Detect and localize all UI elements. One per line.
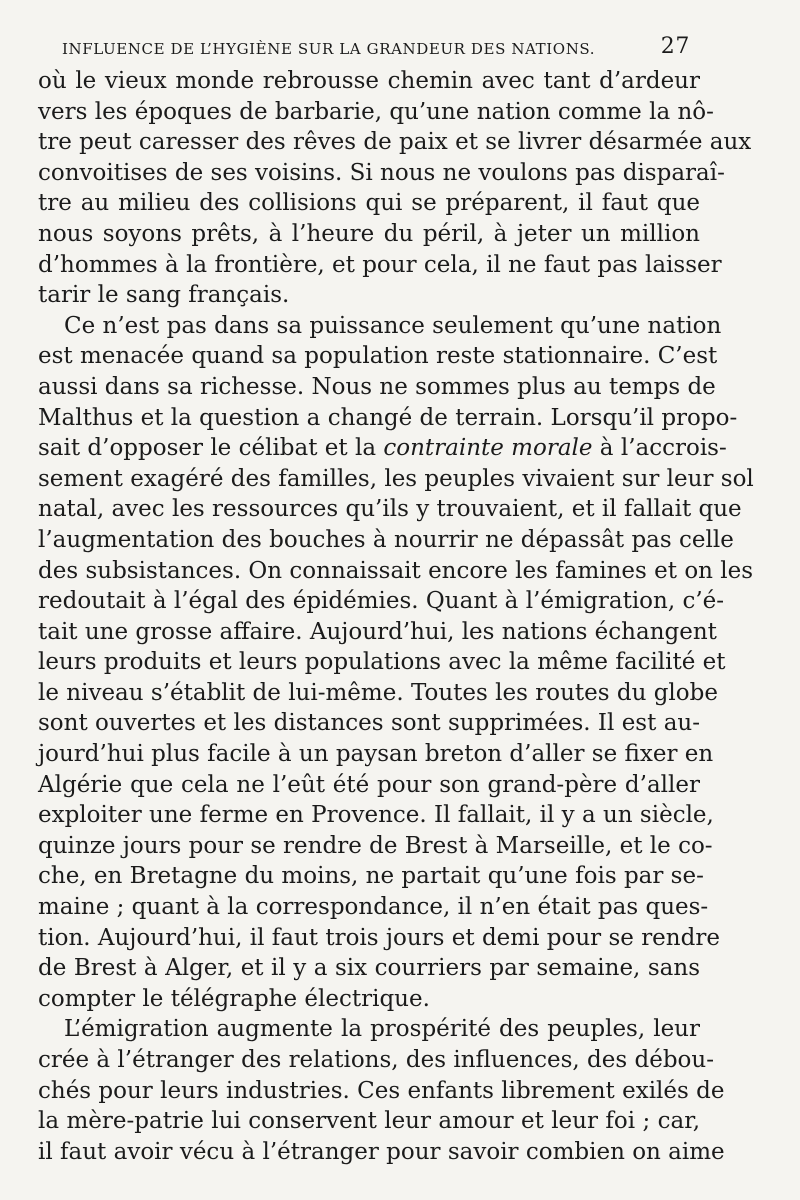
text-line-4: convoitises de ses voisins. Si nous ne voulons pas disparaî- <box>38 159 725 186</box>
text-line-8: tarir le sang français. <box>38 282 290 309</box>
text-line-33: crée à l’étranger des relations, des influences, des débou- <box>38 1047 714 1073</box>
running-title: INFLUENCE DE L’HYGIÈNE SUR LA GRANDEUR DES NATIONS. <box>62 40 596 58</box>
text-line-30: de Brest à Alger, et il y a six courriers par semaine, sans <box>38 955 700 982</box>
text-line-2: vers les époques de barbarie, qu’une nation comme la nô- <box>38 98 714 125</box>
italic-phrase: contrainte morale <box>383 435 593 462</box>
text-line-19: tait une grosse affaire. Aujourd’hui, les nations échangent <box>38 618 717 645</box>
text-line-12: Malthus et la question a changé de terrain. Lorsqu’il propo- <box>38 404 738 431</box>
text-line-1: où le vieux monde rebrousse chemin avec tant d’ardeur <box>38 68 700 94</box>
text-line-7: d’hommes à la frontière, et pour cela, il ne faut pas laisser <box>38 251 722 278</box>
text-line-23: jourd’hui plus facile à un paysan breton d’aller se fixer en <box>38 741 714 768</box>
text-line-17: des subsistances. On connaissait encore les famines et on les <box>38 557 754 584</box>
text-line-31: compter le télégraphe électrique. <box>38 985 430 1012</box>
text-line-10: est menacée quand sa population reste stationnaire. C’est <box>38 343 718 370</box>
text-line-3: tre peut caresser des rêves de paix et se livrer désarmée aux <box>38 129 752 156</box>
text-line-36: il faut avoir vécu à l’étranger pour savoir combien on aime <box>38 1138 725 1165</box>
text-line-13-before: sait d’opposer le célibat et la <box>38 435 384 462</box>
text-line-13 <box>38 433 727 464</box>
text-line-29: tion. Aujourd’hui, il faut trois jours et demi pour se rendre <box>38 924 720 951</box>
text-line-14: sement exagéré des familles, les peuples vivaient sur leur sol <box>38 465 754 492</box>
text-line-15: natal, avec les ressources qu’ils y trouvaient, et il fallait que <box>38 496 742 523</box>
text-line-9: Ce n’est pas dans sa puissance seulement qu’une nation <box>64 312 722 339</box>
body-text <box>38 66 754 1167</box>
text-line-27: che, en Bretagne du moins, ne partait qu’une fois par se- <box>38 863 704 890</box>
text-line-26: quinze jours pour se rendre de Brest à Marseille, et le co- <box>38 832 713 859</box>
text-line-20: leurs produits et leurs populations avec la même facilité et <box>38 649 726 676</box>
text-line-24: Algérie que cela ne l’eût été pour son grand-père d’aller <box>38 771 700 798</box>
text-line-25: exploiter une ferme en Provence. Il fallait, il y a un siècle, <box>38 802 714 829</box>
text-line-18: redoutait à l’égal des épidémies. Quant à l’émigration, c’é- <box>38 588 725 615</box>
text-line-28: maine ; quant à la correspondance, il n’en était pas ques- <box>38 894 709 921</box>
running-head <box>62 34 690 64</box>
text-line-6: nous soyons prêts, à l’heure du péril, à jeter un million <box>38 220 700 247</box>
text-line-13-after: à l’accrois- <box>592 435 727 462</box>
page-number: 27 <box>660 34 690 59</box>
text-line-21: le niveau s’établit de lui-même. Toutes les routes du globe <box>38 679 718 706</box>
text-line-11: aussi dans sa richesse. Nous ne sommes plus au temps de <box>38 373 716 400</box>
text-line-16: l’augmentation des bouches à nourrir ne dépassât pas celle <box>38 526 734 553</box>
text-line-34: chés pour leurs industries. Ces enfants librement exilés de <box>38 1077 725 1104</box>
text-line-32: L’émigration augmente la prospérité des peuples, leur <box>64 1016 700 1043</box>
text-line-35: la mère-patrie lui conservent leur amour et leur foi ; car, <box>38 1108 700 1135</box>
text-line-5: tre au milieu des collisions qui se préparent, il faut que <box>38 190 700 217</box>
text-line-22: sont ouvertes et les distances sont supprimées. Il est au- <box>38 710 700 737</box>
